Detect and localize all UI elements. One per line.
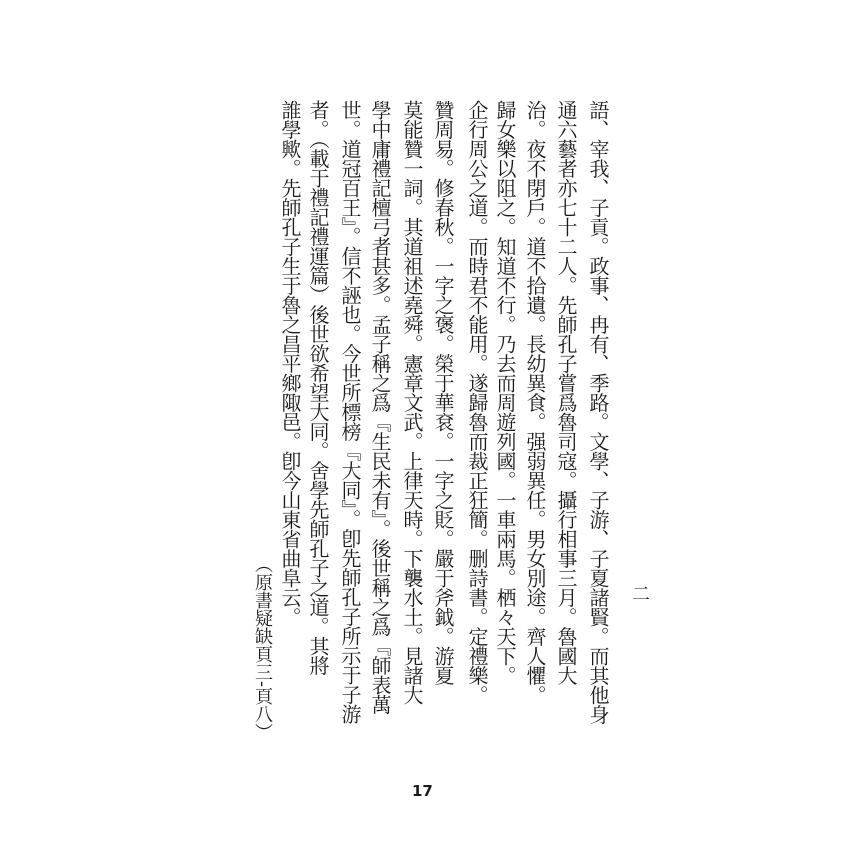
text-column-5: 企行周公之道。而時君不能用。遂歸魯而裁正狂簡。删詩書。定禮樂。 (465, 100, 489, 705)
margin-page-marker: 二 (632, 584, 650, 605)
text-column-9: 世。道冠百王』。信不誣也。今世所標榜『大同』。卽先師孔子所示于子游 (338, 100, 362, 724)
text-column-6: 贊周易。修春秋。一字之褒。榮于華袞。一字之貶。嚴于斧鉞。游夏 (431, 100, 455, 685)
text-column-8: 學中庸禮記檀弓者甚多。孟子稱之爲『生民未有』。後世稱之爲『師表萬 (368, 100, 392, 714)
text-column-4: 歸女樂以阻之。知道不行。乃去而周遊列國。一車兩馬。栖々天下。 (493, 100, 517, 685)
text-column-7: 莫能贊一詞。其道祖述堯舜。憲章文武。上律天時。下襲水土。見諸大 (400, 100, 424, 705)
text-column-3: 治。夜不閉戶。道不拾遺。長幼異食。强弱異任。男女別途。齊人懼。 (523, 100, 547, 705)
text-column-2: 通六藝者亦七十二人。先師孔子嘗爲魯司寇。攝行相事三月。魯國大 (554, 100, 578, 685)
page-number: 17 (412, 782, 433, 800)
missing-pages-note: （原書疑缺頁三-頁八） (252, 555, 273, 742)
text-column-1: 語、宰我、子貢。政事、冉有、季路。文學、子游、子夏諸賢。而其他身 (586, 100, 610, 724)
text-column-11: 誰學歟。先師孔子生于魯之昌平鄉陬邑。卽今山東省曲阜云。 (278, 100, 302, 627)
text-column-10: 者。（載于禮記禮運篇）後世欲希望大同。舍學先師孔子之道。其將 (306, 100, 330, 675)
